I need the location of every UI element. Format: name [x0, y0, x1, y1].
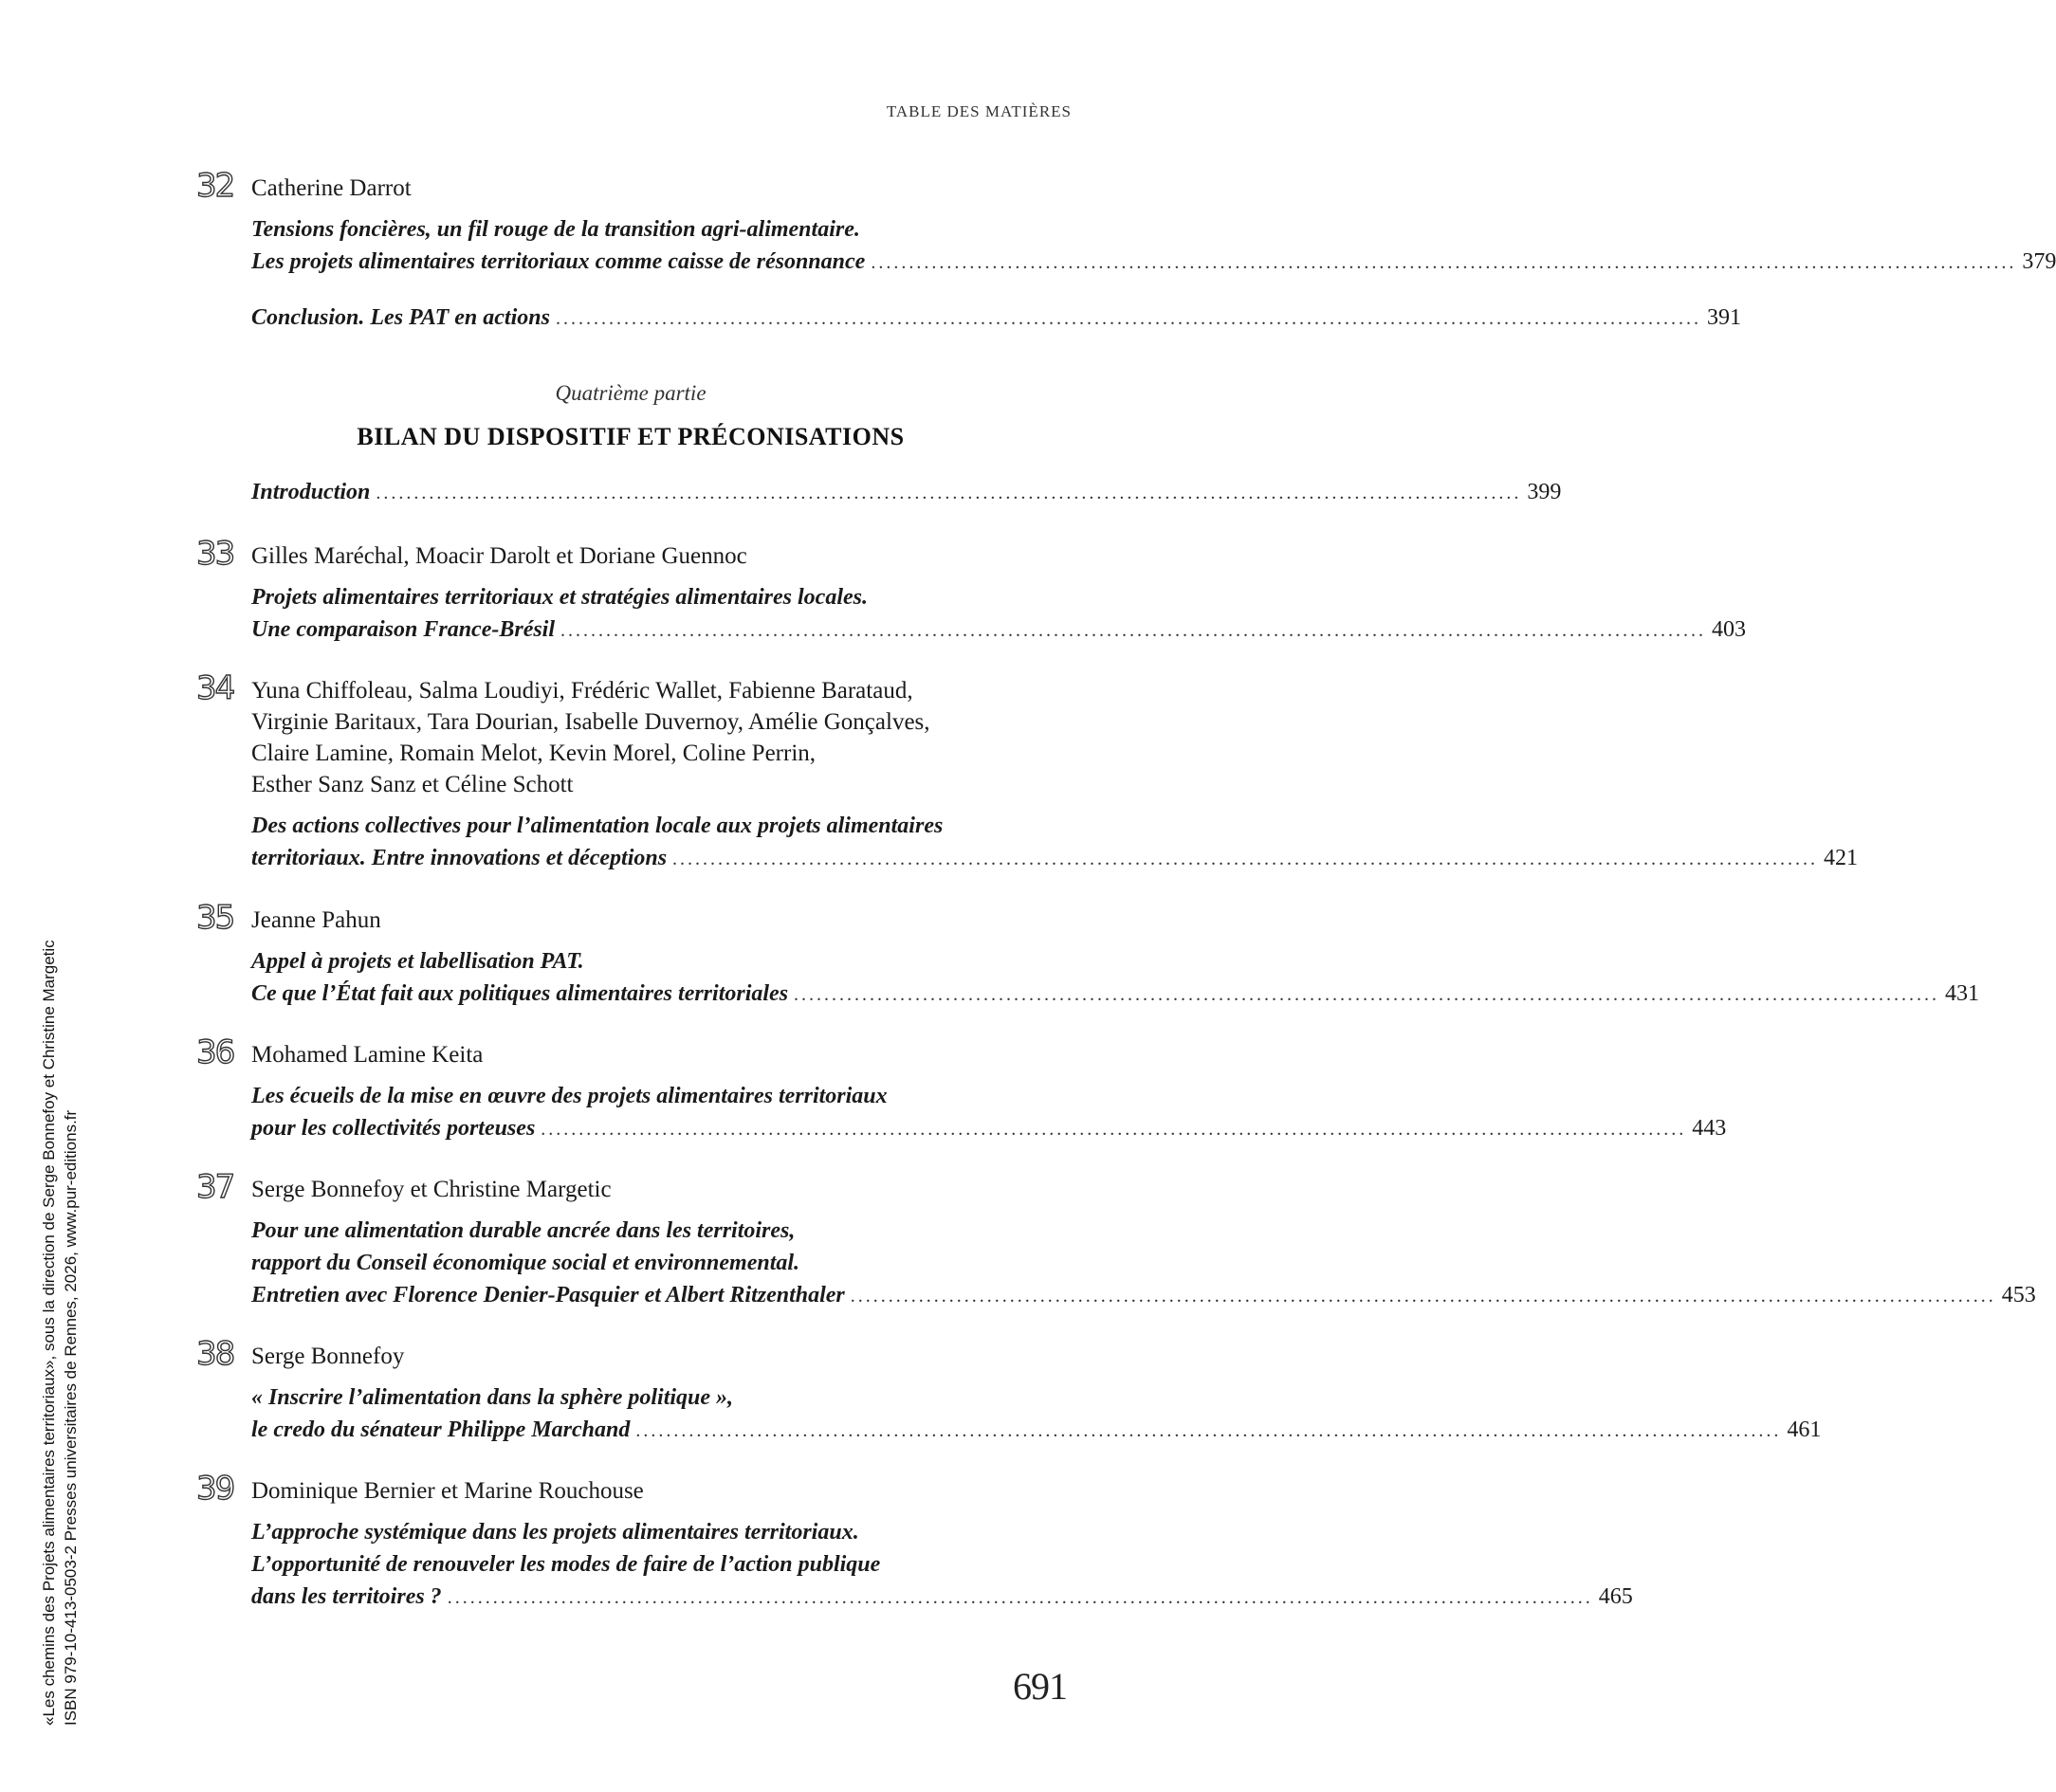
chapter-title-line: Projets alimentaires territoriaux et stratégies alimentaires locales. [251, 585, 868, 610]
chapter-number: 35 [196, 899, 234, 937]
chapter-number: 39 [196, 1470, 234, 1508]
page-ref: 431 [1945, 981, 1980, 1006]
dot-leader: ....................................................................................................................................................... [871, 252, 2017, 273]
dot-leader: ....................................................................................................................................................... [541, 1119, 1687, 1140]
page-ref: 399 [1527, 480, 1562, 504]
chapter-number: 37 [196, 1168, 234, 1206]
dot-leader: ....................................................................................................................................................... [850, 1286, 1996, 1307]
toc-entry-36 [196, 1033, 1727, 1145]
chapter-authors: Mohamed Lamine Keita [251, 1042, 484, 1068]
dot-leader: ....................................................................................................................................................... [635, 1420, 1782, 1441]
toc-entry-32 [196, 167, 2056, 279]
chapter-number: 36 [196, 1033, 234, 1071]
chapter-title-line: pour les collectivités porteuses [251, 1116, 536, 1141]
chapter-number: 38 [196, 1335, 234, 1373]
page-ref: 443 [1692, 1116, 1727, 1141]
chapter-title-line: « Inscrire l’alimentation dans la sphère politique », [251, 1385, 734, 1410]
introduction-leader-line[interactable] [251, 476, 1562, 509]
page-ref: 391 [1706, 305, 1741, 330]
chapter-title-leader-line[interactable] [251, 842, 1859, 875]
chapter-number: 33 [196, 535, 234, 573]
chapter-number: 32 [196, 167, 234, 205]
introduction-title: Introduction [251, 480, 371, 504]
chapter-title-line: Les écueils de la mise en œuvre des projets alimentaires territoriaux [251, 1084, 888, 1108]
chapter-authors: Serge Bonnefoy [251, 1344, 405, 1369]
conclusion-leader-line[interactable] [251, 302, 1741, 335]
chapter-title-line: Des actions collectives pour l’alimentation locale aux projets alimentaires [251, 814, 944, 838]
toc-entry-conclusion [251, 302, 1741, 335]
part-title: BILAN DU DISPOSITIF ET PRÉCONISATIONS [357, 423, 905, 450]
page-number: 691 [1013, 1665, 1067, 1708]
chapter-authors: Dominique Bernier et Marine Rouchouse [251, 1478, 644, 1504]
chapter-title-leader-line[interactable] [251, 978, 1980, 1011]
dot-leader: ....................................................................................................................................................... [672, 849, 1819, 869]
toc-entry-39 [196, 1470, 1633, 1614]
page-ref: 379 [2022, 249, 2056, 274]
chapter-title-line: Entretien avec Florence Denier-Pasquier et Albert Ritzenthaler [251, 1283, 845, 1307]
sidebar-line-1: «Les chemins des Projets alimentaires territoriaux», sous la direction de Serge Bonnefoy et Christine Margetic [40, 940, 58, 1726]
chapter-title-line: Pour une alimentation durable ancrée dans les territoires, [251, 1218, 796, 1243]
chapter-title-line: territoriaux. Entre innovations et déceptions [251, 846, 668, 870]
part-label: Quatrième partie [555, 381, 707, 405]
chapter-number: 34 [196, 669, 234, 707]
chapter-authors: Gilles Maréchal, Moacir Darolt et Doriane Guennoc [251, 543, 747, 569]
conclusion-title: Conclusion. Les PAT en actions [251, 305, 550, 330]
chapter-title-line: Appel à projets et labellisation PAT. [251, 949, 584, 974]
toc-entry-33 [196, 535, 1747, 647]
chapter-title-leader-line[interactable] [251, 1414, 1822, 1447]
dot-leader: ....................................................................................................................................................... [376, 483, 1522, 503]
toc-entry-35 [196, 899, 1980, 1011]
chapter-authors: Catherine Darrot [251, 175, 412, 201]
toc-entry-34 [196, 669, 1859, 875]
chapter-title-leader-line[interactable] [251, 1581, 1633, 1614]
page-ref: 461 [1787, 1417, 1822, 1442]
dot-leader: ....................................................................................................................................................... [560, 620, 1707, 641]
chapter-title-line: Une comparaison France-Brésil [251, 617, 556, 642]
chapter-title-line: L’approche systémique dans les projets alimentaires territoriaux. [251, 1520, 859, 1545]
page-ref: 453 [2001, 1283, 2036, 1307]
chapter-title-line: le credo du sénateur Philippe Marchand [251, 1417, 631, 1442]
chapter-title-line: rapport du Conseil économique social et environnemental. [251, 1251, 800, 1275]
chapter-authors: Jeanne Pahun [251, 907, 381, 933]
chapter-title-line: Ce que l’État fait aux politiques alimentaires territoriales [251, 981, 789, 1006]
page-ref: 465 [1598, 1584, 1633, 1609]
chapter-authors: Serge Bonnefoy et Christine Margetic [251, 1177, 612, 1202]
chapter-title-leader-line[interactable] [251, 1279, 2036, 1312]
chapter-authors-line: Claire Lamine, Romain Melot, Kevin Morel, Coline Perrin, [251, 741, 817, 766]
chapter-title-leader-line[interactable] [251, 613, 1747, 647]
dot-leader: ....................................................................................................................................................... [555, 308, 1701, 329]
chapter-title-leader-line[interactable] [251, 246, 2056, 279]
dot-leader: ....................................................................................................................................................... [447, 1587, 1593, 1608]
dot-leader: ....................................................................................................................................................... [794, 984, 1940, 1005]
toc-entry-38 [196, 1335, 1822, 1447]
chapter-authors-line: Esther Sanz Sanz et Céline Schott [251, 772, 574, 797]
chapter-authors-line: Yuna Chiffoleau, Salma Loudiyi, Frédéric Wallet, Fabienne Barataud, [251, 678, 913, 704]
page-ref: 403 [1712, 617, 1747, 642]
toc-entry-37 [196, 1168, 2036, 1312]
chapter-authors-line: Virginie Baritaux, Tara Dourian, Isabelle Duvernoy, Amélie Gonçalves, [251, 709, 930, 735]
chapter-title-line: Les projets alimentaires territoriaux comme caisse de résonnance [251, 249, 866, 274]
toc-entry-introduction [251, 476, 1562, 509]
chapter-title-leader-line[interactable] [251, 1112, 1727, 1145]
page-ref: 421 [1824, 846, 1859, 870]
sidebar-line-2: ISBN 979-10-413-0503-2 Presses universitaires de Rennes, 2026, www.pur-editions.fr [62, 1109, 80, 1726]
copyright-sidebar [38, 940, 82, 1726]
chapter-title-line: Tensions foncières, un fil rouge de la transition agri-alimentaire. [251, 217, 860, 242]
chapter-title-line: L’opportunité de renouveler les modes de faire de l’action publique [251, 1552, 881, 1577]
running-head: TABLE DES MATIÈRES [886, 102, 1072, 120]
chapter-title-line: dans les territoires ? [251, 1584, 442, 1609]
